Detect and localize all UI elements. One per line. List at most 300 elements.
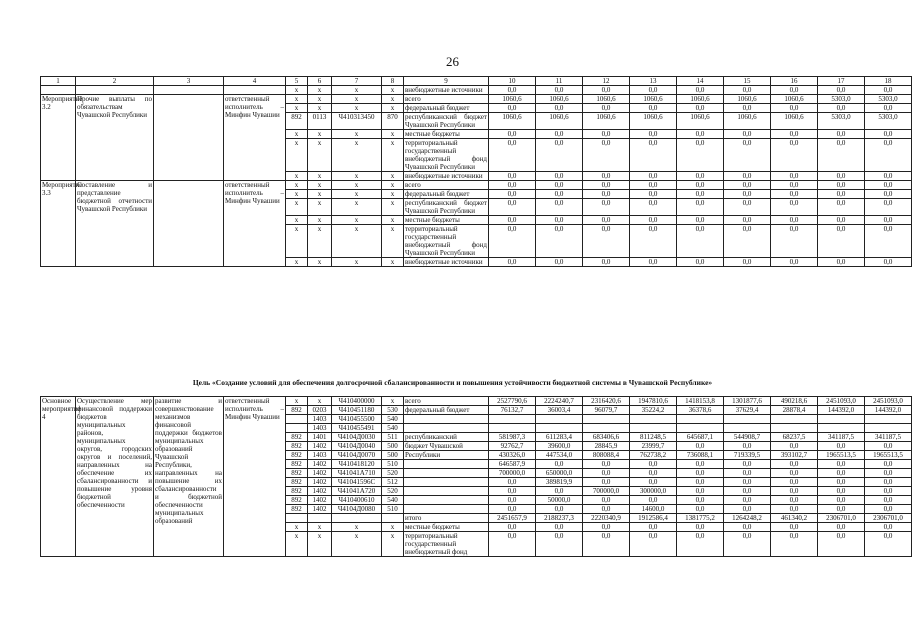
table-cell: x [332, 199, 382, 216]
amount-cell [771, 415, 818, 424]
amount-cell: 0,0 [630, 172, 677, 181]
amount-cell: 0,0 [489, 181, 536, 190]
column-number: 1 [41, 77, 76, 86]
table-cell: x [286, 532, 308, 557]
funding-source [404, 469, 489, 478]
column-number: 11 [536, 77, 583, 86]
amount-cell: 0,0 [771, 130, 818, 139]
funding-source: местные бюджеты [404, 130, 489, 139]
funding-source: территориальный государственный внебюджетный фонд Чувашской Республики [405, 139, 487, 171]
amount-cell: 736088,1 [677, 451, 724, 460]
funding-source [404, 496, 489, 505]
amount-cell: 1060,6 [677, 95, 724, 104]
funding-source: местные бюджеты [404, 216, 489, 225]
amount-cell: 0,0 [536, 460, 583, 469]
amount-cell: 0,0 [818, 258, 865, 267]
column-number: 17 [818, 77, 865, 86]
table-cell: Прочие выплаты по обязательствам Чувашской Республики [76, 95, 154, 181]
amount-cell: 0,0 [865, 496, 912, 505]
amount-cell: 700000,0 [583, 487, 630, 496]
amount-cell: 0,0 [818, 172, 865, 181]
amount-cell: 0,0 [677, 104, 724, 113]
budget-table-part2 [40, 396, 912, 557]
amount-cell: 0,0 [724, 199, 771, 216]
amount-cell: 1418153,8 [677, 397, 724, 406]
page-number: 26 [446, 54, 459, 69]
amount-cell [583, 424, 630, 433]
goal-heading: Цель «Создание условий для обеспечения долгосрочной сбалансированности и повышения устойчивости бюджетной системы в Чувашской Республике» [192, 378, 713, 387]
amount-cell: 683406,6 [583, 433, 630, 442]
amount-cell: 0,0 [677, 478, 724, 487]
table-cell: 1403 [308, 451, 332, 460]
amount-cell: 0,0 [536, 130, 583, 139]
amount-cell: 0,0 [630, 216, 677, 225]
amount-cell: 0,0 [630, 199, 677, 216]
amount-cell: 0,0 [677, 225, 724, 258]
table-cell: x [382, 397, 404, 406]
amount-cell: 0,0 [818, 442, 865, 451]
amount-cell: 0,0 [865, 478, 912, 487]
amount-cell: 0,0 [818, 216, 865, 225]
amount-cell: 0,0 [771, 442, 818, 451]
amount-cell: 0,0 [630, 532, 677, 557]
amount-cell: 762738,2 [630, 451, 677, 460]
amount-cell: 2188237,3 [536, 514, 583, 523]
amount-cell: 36378,6 [677, 406, 724, 415]
amount-cell: 0,0 [489, 523, 536, 532]
amount-cell: 0,0 [677, 199, 724, 216]
amount-cell: 68237,5 [771, 433, 818, 442]
amount-cell: 0,0 [771, 86, 818, 95]
funding-source: республиканский бюджет Чувашской Республики [405, 199, 487, 215]
amount-cell: 611283,4 [536, 433, 583, 442]
amount-cell: 0,0 [724, 225, 771, 258]
amount-cell: 1060,6 [630, 113, 677, 130]
amount-cell: 0,0 [583, 190, 630, 199]
amount-cell: 2220340,9 [583, 514, 630, 523]
amount-cell: 0,0 [724, 523, 771, 532]
table-cell [332, 514, 382, 523]
amount-cell: 808088,4 [583, 451, 630, 460]
amount-cell: 719339,5 [724, 451, 771, 460]
amount-cell: 14600,0 [630, 505, 677, 514]
table-cell: 512 [382, 478, 404, 487]
amount-cell: 0,0 [771, 216, 818, 225]
amount-cell: 1060,6 [489, 95, 536, 104]
table-cell: 520 [382, 487, 404, 496]
amount-cell: 0,0 [536, 199, 583, 216]
amount-cell: 0,0 [865, 181, 912, 190]
budget-table-part1 [40, 76, 912, 267]
table-cell: 540 [382, 496, 404, 505]
amount-cell: 0,0 [677, 172, 724, 181]
column-number: 8 [382, 77, 404, 86]
column-number: 16 [771, 77, 818, 86]
table-cell: x [382, 95, 404, 104]
amount-cell: 2451657,9 [489, 514, 536, 523]
amount-cell: 0,0 [865, 86, 912, 95]
amount-cell: 0,0 [724, 505, 771, 514]
amount-cell: 0,0 [536, 487, 583, 496]
amount-cell: 0,0 [865, 225, 912, 258]
table-cell: 892 [286, 433, 308, 442]
amount-cell [865, 415, 912, 424]
amount-cell: 0,0 [724, 104, 771, 113]
amount-cell: 2306701,0 [865, 514, 912, 523]
measure-number: Мероприятие 3.2 [41, 95, 76, 181]
amount-cell: 0,0 [489, 172, 536, 181]
amount-cell: 0,0 [536, 172, 583, 181]
table-cell: Ч4104Д0070 [332, 451, 382, 460]
amount-cell: 0,0 [489, 130, 536, 139]
column-number: 3 [154, 77, 224, 86]
amount-cell: 0,0 [536, 104, 583, 113]
table-cell: Осуществление мер финансовой поддержки бюджетов муниципальных районов, муниципальных округов, городских округов и поселений, направленных на обеспечение их сбалансированности и повышение уровня бюджетной обеспеченности [76, 397, 154, 557]
amount-cell: 0,0 [536, 225, 583, 258]
amount-cell: 0,0 [865, 442, 912, 451]
column-number: 18 [865, 77, 912, 86]
table-cell [224, 86, 286, 95]
table-cell: Ч4104Д0080 [332, 505, 382, 514]
amount-cell: 5303,0 [865, 95, 912, 104]
amount-cell: 0,0 [724, 487, 771, 496]
amount-cell: 5303,0 [818, 113, 865, 130]
amount-cell: 0,0 [724, 190, 771, 199]
table-cell: 892 [286, 113, 308, 130]
funding-source [404, 460, 489, 469]
table-cell: Ч41041А710 [332, 469, 382, 478]
amount-cell: 0,0 [630, 104, 677, 113]
amount-cell: 39600,0 [536, 442, 583, 451]
amount-cell: 1060,6 [724, 95, 771, 104]
amount-cell: 28845,9 [583, 442, 630, 451]
table-row [41, 95, 912, 104]
table-cell: 0113 [308, 113, 332, 130]
amount-cell: 0,0 [865, 532, 912, 557]
table-cell: 892 [286, 406, 308, 415]
amount-cell: 0,0 [771, 487, 818, 496]
amount-cell [818, 415, 865, 424]
table-cell: x [308, 130, 332, 139]
amount-cell: 1060,6 [536, 95, 583, 104]
amount-cell: 430326,0 [489, 451, 536, 460]
amount-cell: 0,0 [677, 139, 724, 172]
amount-cell: 0,0 [865, 469, 912, 478]
amount-cell: 0,0 [630, 225, 677, 258]
table-cell: Ч410418120 [332, 460, 382, 469]
funding-source: всего [404, 95, 489, 104]
amount-cell: 0,0 [630, 258, 677, 267]
amount-cell [489, 415, 536, 424]
amount-cell: 0,0 [583, 460, 630, 469]
amount-cell: 5303,0 [865, 113, 912, 130]
amount-cell: 0,0 [771, 478, 818, 487]
table-cell: x [332, 181, 382, 190]
table-cell: x [286, 523, 308, 532]
table-cell: 892 [286, 469, 308, 478]
table-cell: x [308, 95, 332, 104]
amount-cell: 0,0 [489, 487, 536, 496]
amount-cell: 0,0 [630, 523, 677, 532]
funding-source: Республики [404, 451, 489, 460]
table-cell: Ч4104Д0040 [332, 442, 382, 451]
funding-source: внебюджетные источники [404, 172, 489, 181]
table-cell: x [308, 216, 332, 225]
table-cell: Составление и представление бюджетной отчетности Чувашской Республики [76, 181, 154, 267]
amount-cell: 0,0 [771, 190, 818, 199]
table-cell: x [382, 199, 404, 216]
table-cell: x [332, 139, 382, 172]
table-cell: ответственный исполнитель – Минфин Чувашии [224, 181, 286, 267]
amount-cell: 0,0 [724, 172, 771, 181]
amount-cell [630, 424, 677, 433]
amount-cell: 0,0 [536, 190, 583, 199]
table-cell [154, 181, 224, 267]
amount-cell: 35224,2 [630, 406, 677, 415]
column-number: 13 [630, 77, 677, 86]
table-cell: 510 [382, 460, 404, 469]
column-number: 7 [332, 77, 382, 86]
amount-cell: 0,0 [583, 86, 630, 95]
column-number: 10 [489, 77, 536, 86]
table-cell: 1401 [308, 433, 332, 442]
amount-cell: 1060,6 [724, 113, 771, 130]
table-cell: Ч410455491 [332, 424, 382, 433]
table-cell: x [286, 95, 308, 104]
amount-cell: 0,0 [724, 460, 771, 469]
table-cell: 510 [382, 505, 404, 514]
amount-cell: 0,0 [677, 532, 724, 557]
table-cell: x [382, 104, 404, 113]
table-cell: x [286, 225, 308, 258]
amount-cell: 461340,2 [771, 514, 818, 523]
amount-cell: 0,0 [865, 139, 912, 172]
amount-cell: 0,0 [677, 86, 724, 95]
funding-source: республиканский бюджет Чувашской Республики [405, 113, 487, 129]
table-cell: x [332, 216, 382, 225]
amount-cell: 0,0 [771, 104, 818, 113]
amount-cell: 1381775,2 [677, 514, 724, 523]
amount-cell: 36003,4 [536, 406, 583, 415]
table-cell: 1402 [308, 496, 332, 505]
amount-cell: 0,0 [677, 523, 724, 532]
table-cell: ответственный исполнитель – Минфин Чувашии [224, 397, 286, 557]
table-cell: x [308, 139, 332, 172]
amount-cell: 1060,6 [583, 113, 630, 130]
amount-cell: 0,0 [865, 130, 912, 139]
amount-cell: 0,0 [865, 460, 912, 469]
amount-cell: 0,0 [818, 487, 865, 496]
table-cell: Ч410400000 [332, 397, 382, 406]
amount-cell: 0,0 [583, 532, 630, 557]
amount-cell: 0,0 [724, 469, 771, 478]
amount-cell: 0,0 [818, 104, 865, 113]
amount-cell: 0,0 [771, 532, 818, 557]
table-cell: x [332, 532, 382, 557]
amount-cell: 0,0 [771, 460, 818, 469]
amount-cell: 0,0 [630, 130, 677, 139]
table-cell: Ч410313450 [332, 113, 382, 130]
amount-cell: 0,0 [630, 86, 677, 95]
amount-cell: 1264248,2 [724, 514, 771, 523]
table-cell: 892 [286, 460, 308, 469]
amount-cell: 1301877,6 [724, 397, 771, 406]
table-cell: Ч410451180 [332, 406, 382, 415]
funding-source: территориальный государственный внебюджетный фонд [404, 532, 489, 557]
column-number: 4 [224, 77, 286, 86]
table-cell: x [332, 172, 382, 181]
table-cell: 892 [286, 478, 308, 487]
amount-cell: 0,0 [630, 139, 677, 172]
table-cell: x [286, 397, 308, 406]
amount-cell [865, 424, 912, 433]
amount-cell: 2306701,0 [818, 514, 865, 523]
amount-cell: 0,0 [818, 190, 865, 199]
amount-cell: 300000,0 [630, 487, 677, 496]
amount-cell: 1060,6 [771, 95, 818, 104]
amount-cell [771, 424, 818, 433]
amount-cell: 92762,7 [489, 442, 536, 451]
table-cell: 1402 [308, 460, 332, 469]
table-cell: x [286, 190, 308, 199]
measure-number: Мероприятие 3.3 [41, 181, 76, 267]
table-cell: x [382, 523, 404, 532]
table-cell: развитие и совершенствование механизмов финансовой поддержки бюджетов муниципальных образований Чувашской Республики, направленных на повышение их сбалансированности и бюджетной обеспеченности муниципальных образований [154, 397, 224, 557]
table-cell: x [332, 258, 382, 267]
amount-cell: 0,0 [724, 139, 771, 172]
amount-cell: 0,0 [865, 172, 912, 181]
amount-cell: 0,0 [489, 496, 536, 505]
amount-cell: 0,0 [818, 86, 865, 95]
amount-cell: 0,0 [865, 523, 912, 532]
amount-cell: 0,0 [536, 258, 583, 267]
table-cell: x [332, 225, 382, 258]
amount-cell: 0,0 [865, 199, 912, 216]
funding-source: местные бюджеты [404, 523, 489, 532]
table-cell: Ч410400610 [332, 496, 382, 505]
table-row [41, 181, 912, 190]
amount-cell: 389819,9 [536, 478, 583, 487]
amount-cell: 0,0 [818, 181, 865, 190]
amount-cell: 0,0 [677, 496, 724, 505]
column-number: 9 [404, 77, 489, 86]
amount-cell: 0,0 [583, 199, 630, 216]
table-cell: Ч41041А720 [332, 487, 382, 496]
amount-cell: 0,0 [630, 181, 677, 190]
table-cell: x [286, 104, 308, 113]
amount-cell: 0,0 [677, 469, 724, 478]
amount-cell [818, 424, 865, 433]
amount-cell: 0,0 [489, 505, 536, 514]
amount-cell: 0,0 [536, 523, 583, 532]
amount-cell: 0,0 [724, 442, 771, 451]
funding-source: бюджет Чувашской [404, 442, 489, 451]
funding-source [404, 415, 489, 424]
amount-cell: 0,0 [865, 258, 912, 267]
funding-source: республиканский [404, 433, 489, 442]
table-cell: x [382, 190, 404, 199]
table-row [41, 397, 912, 406]
amount-cell: 0,0 [583, 130, 630, 139]
amount-cell: 1060,6 [583, 95, 630, 104]
table-cell: 892 [286, 451, 308, 460]
funding-source: территориальный государственный внебюджетный фонд Чувашской Республики [405, 225, 487, 257]
table-cell: x [382, 532, 404, 557]
amount-cell: 0,0 [724, 258, 771, 267]
table-cell: x [286, 181, 308, 190]
amount-cell: 0,0 [724, 86, 771, 95]
column-number: 15 [724, 77, 771, 86]
amount-cell: 544908,7 [724, 433, 771, 442]
table-cell: 520 [382, 469, 404, 478]
amount-cell: 0,0 [865, 216, 912, 225]
amount-cell: 0,0 [771, 258, 818, 267]
funding-source: внебюджетные источники [404, 86, 489, 95]
amount-cell: 0,0 [818, 523, 865, 532]
table-cell: x [382, 172, 404, 181]
amount-cell: 0,0 [677, 130, 724, 139]
amount-cell: 490218,6 [771, 397, 818, 406]
table-cell: 1403 [308, 415, 332, 424]
table-cell: x [332, 130, 382, 139]
amount-cell [536, 424, 583, 433]
amount-cell: 0,0 [677, 505, 724, 514]
amount-cell: 0,0 [677, 181, 724, 190]
amount-cell: 0,0 [489, 258, 536, 267]
funding-source [404, 487, 489, 496]
table-cell: x [286, 86, 308, 95]
table-cell: Ч41041596С [332, 478, 382, 487]
amount-cell: 0,0 [489, 86, 536, 95]
amount-cell: 0,0 [818, 139, 865, 172]
amount-cell: 811248,5 [630, 433, 677, 442]
amount-cell: 0,0 [818, 225, 865, 258]
amount-cell: 1947810,6 [630, 397, 677, 406]
table-cell: x [308, 172, 332, 181]
amount-cell: 96079,7 [583, 406, 630, 415]
table-cell: x [286, 216, 308, 225]
amount-cell: 50000,0 [536, 496, 583, 505]
amount-cell: 0,0 [771, 505, 818, 514]
amount-cell: 1912586,4 [630, 514, 677, 523]
measure-number: Основное мероприятие 4 [41, 397, 76, 557]
amount-cell: 0,0 [583, 523, 630, 532]
amount-cell [677, 415, 724, 424]
table-cell: x [382, 216, 404, 225]
amount-cell: 0,0 [677, 216, 724, 225]
amount-cell: 341187,5 [818, 433, 865, 442]
amount-cell: 0,0 [771, 181, 818, 190]
amount-cell: 0,0 [489, 532, 536, 557]
amount-cell: 646587,9 [489, 460, 536, 469]
table-cell: x [308, 523, 332, 532]
funding-source [404, 505, 489, 514]
table-cell: x [332, 95, 382, 104]
header-row [41, 77, 912, 86]
table-cell: 1403 [308, 424, 332, 433]
amount-cell: 2451093,0 [818, 397, 865, 406]
amount-cell: 0,0 [536, 505, 583, 514]
amount-cell: 5303,0 [818, 95, 865, 104]
table-row [41, 86, 912, 95]
amount-cell: 0,0 [583, 104, 630, 113]
table-cell: x [308, 397, 332, 406]
amount-cell [630, 415, 677, 424]
funding-source: федеральный бюджет [404, 104, 489, 113]
amount-cell: 0,0 [489, 225, 536, 258]
table-cell: x [308, 225, 332, 258]
table-cell: x [308, 104, 332, 113]
